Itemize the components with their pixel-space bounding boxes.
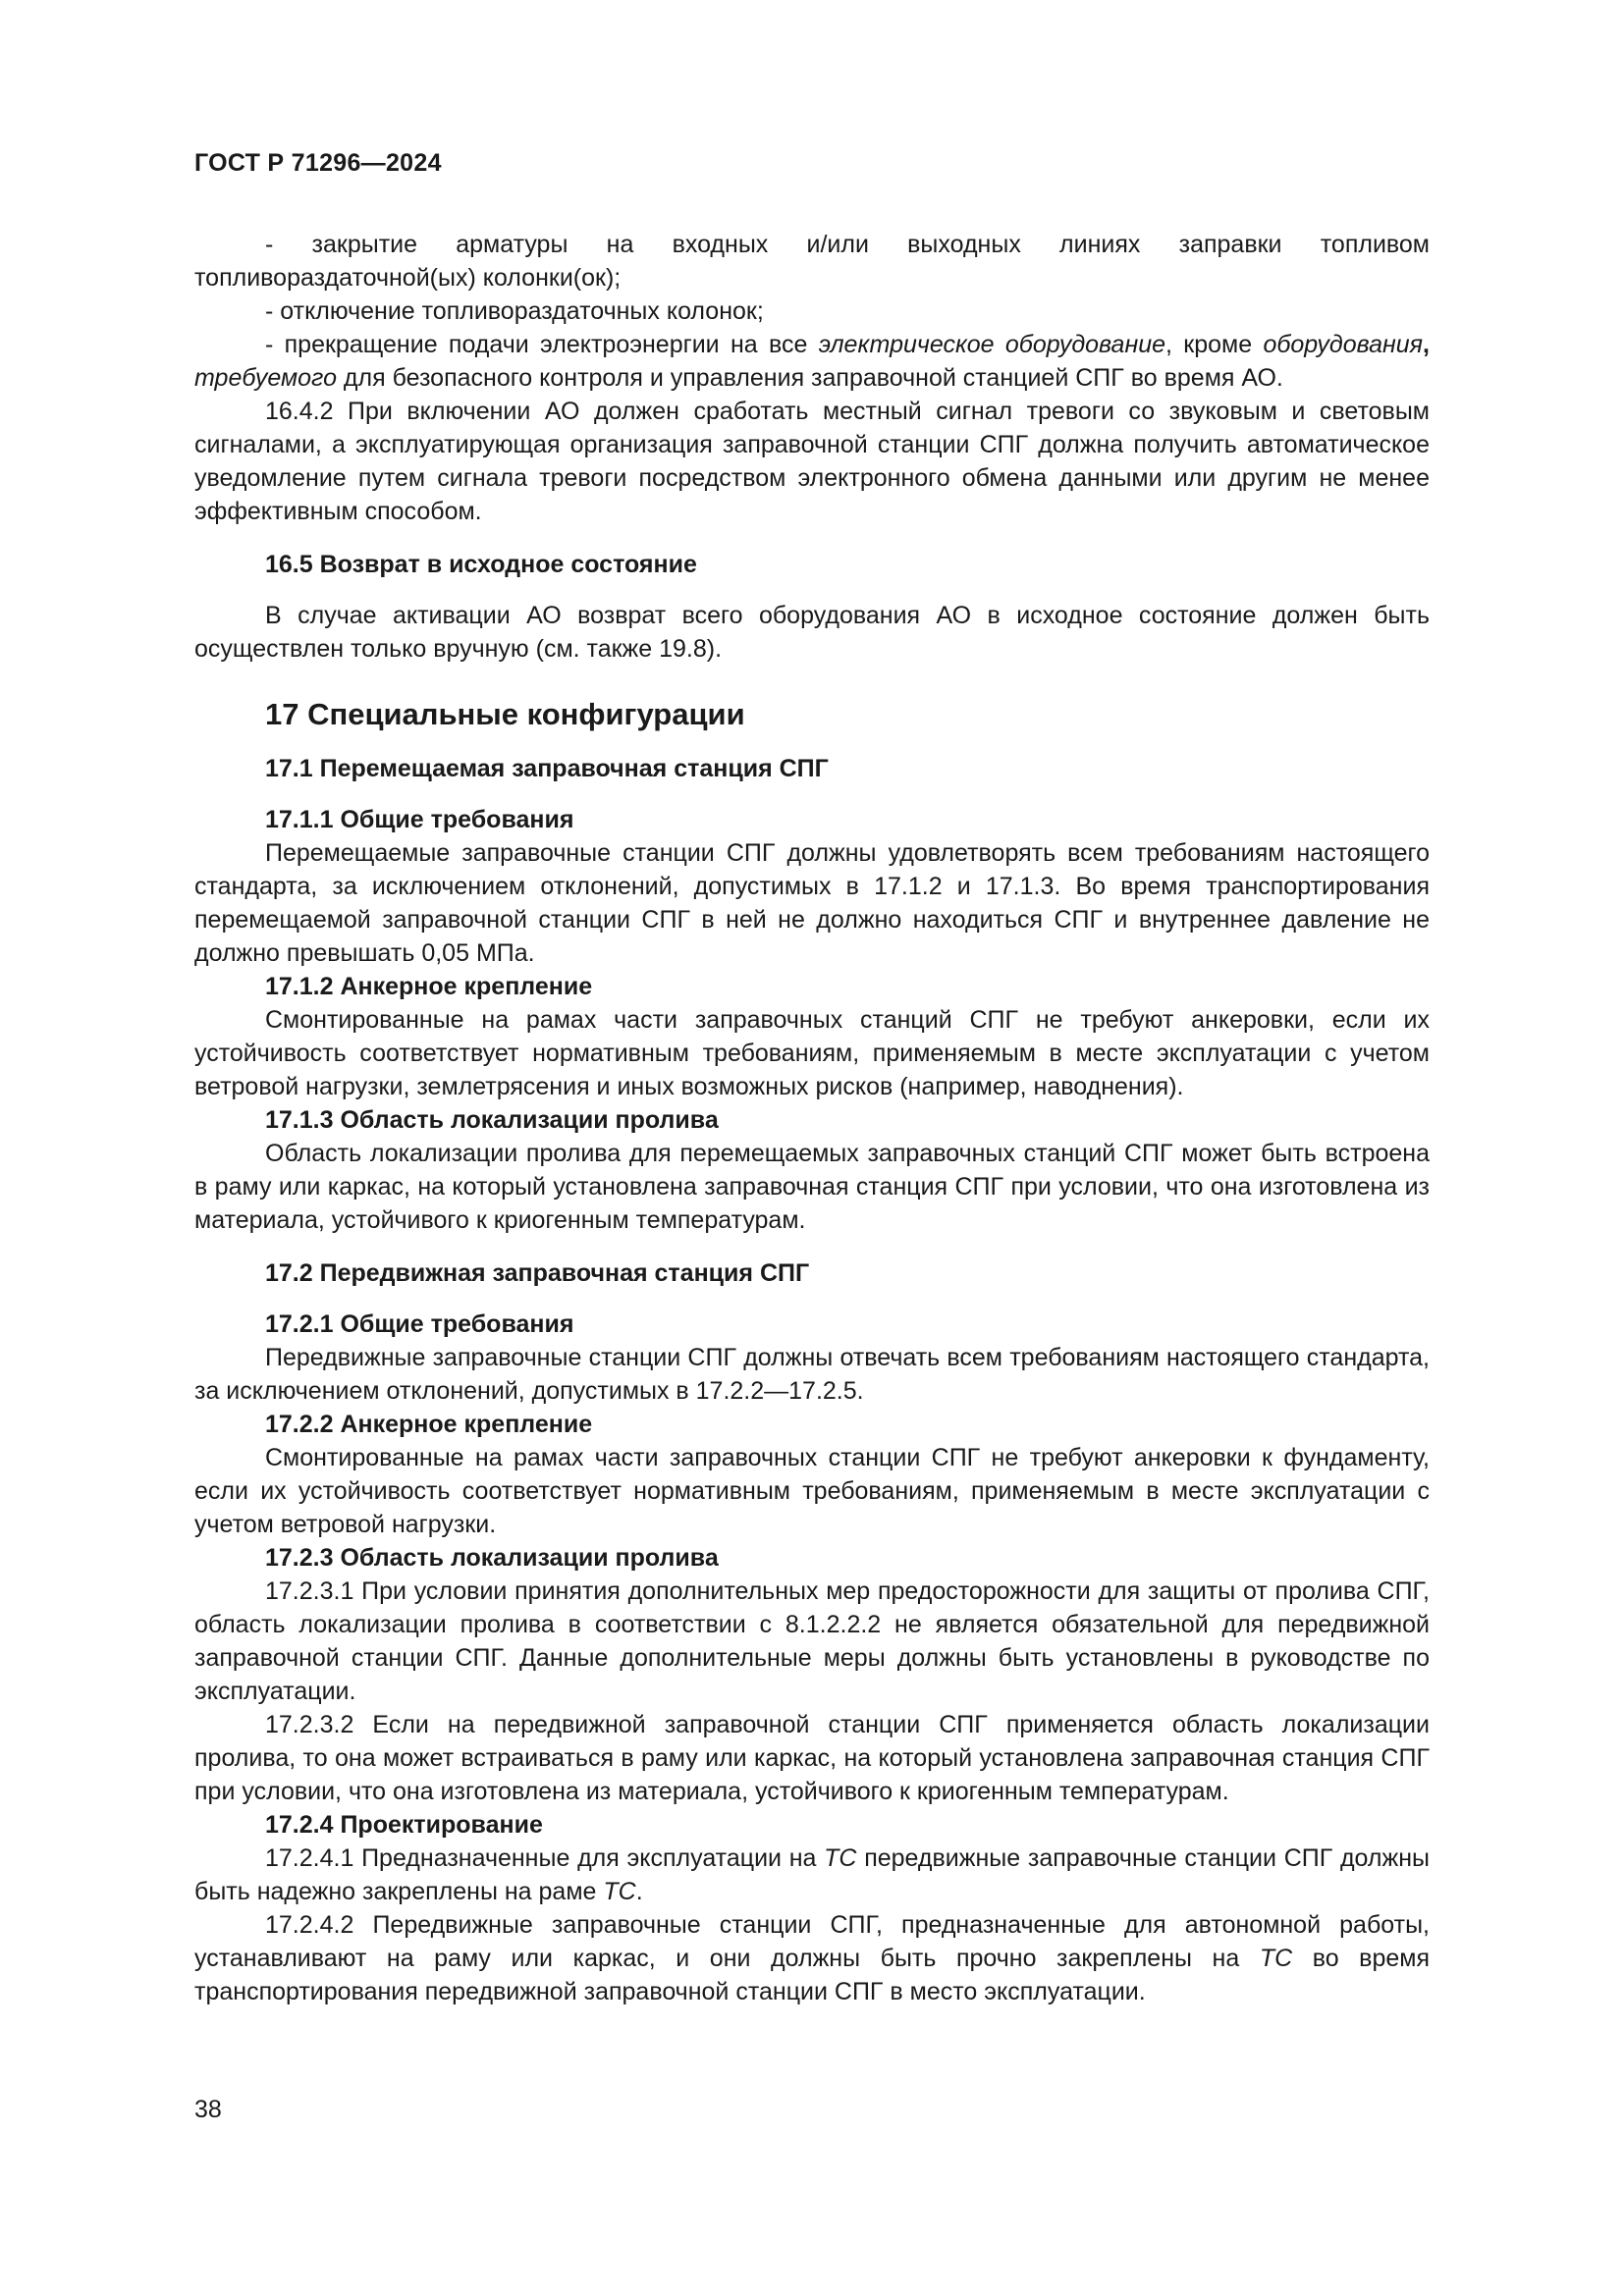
p17242-text-a: 17.2.4.2 Передвижные заправочные станции СПГ, предназначенные для автономной работы, устанавливают на раму или каркас, и они должны быть прочно закреплены на: [194, 1911, 1430, 1972]
paragraph-17-2-2: Смонтированные на рамах части заправочных станции СПГ не требуют анкеровки к фундаменту, если их устойчивость соответствует нормативным требованиям, применяемым в месте эксплуатации с учетом ветровой нагрузки.: [194, 1444, 1430, 1538]
p17241-text-a: 17.2.4.1 Предназначенные для эксплуатации на: [265, 1844, 825, 1872]
list-item-valves: - закрытие арматуры на входных и/или выходных линиях заправки топливом топливораздаточной(ых) колонки(ок);: [194, 231, 1430, 292]
paragraph-17-2-4-2: [194, 1908, 1430, 2008]
paragraph-17-2-4-1: [194, 1842, 1430, 1908]
power-text-c: , кроме: [1165, 331, 1264, 358]
heading-17: 17 Специальные конфигурации: [265, 697, 745, 731]
p17241-term-ts-2: ТС: [603, 1878, 636, 1905]
p17241-term-ts-1: ТС: [824, 1844, 857, 1872]
power-term-electrical: электрическое оборудование: [818, 331, 1166, 358]
heading-17-2: 17.2 Передвижная заправочная станция СПГ: [265, 1259, 810, 1287]
heading-17-2-4: 17.2.4 Проектирование: [265, 1811, 543, 1839]
heading-17-1: 17.1 Перемещаемая заправочная станция СПГ: [265, 755, 829, 782]
heading-17-2-3: 17.2.3 Область локализации пролива: [265, 1544, 719, 1572]
paragraph-17-2-3-2: 17.2.3.2 Если на передвижной заправочной станции СПГ применяется область локализации пролива, то она может встраиваться в раму или каркас, на который установлена заправочная станция СПГ при условии, что она изготовлена из материала, устойчивого к криогенным температурам.: [194, 1711, 1430, 1805]
paragraph-16-4-2: 16.4.2 При включении АО должен сработать местный сигнал тревоги со звуковым и световым сигналами, а эксплуатирующая организация заправочной станции СПГ должна получить автоматическое уведомление путем сигнала тревоги посредством электронного обмена данными или другим не менее эффективным способом.: [194, 398, 1430, 525]
paragraph-17-1-3: Область локализации пролива для перемещаемых заправочных станций СПГ может быть встроена в раму или каркас, на который установлена заправочная станция СПГ при условии, что она изготовлена из материала, устойчивого к криогенным температурам.: [194, 1140, 1430, 1234]
paragraph-17-1-2: Смонтированные на рамах части заправочных станций СПГ не требуют анкеровки, если их устойчивость соответствует нормативным требованиям, применяемым в месте эксплуатации с учетом ветровой нагрузки, землетрясения и иных возможных рисков (например, наводнения).: [194, 1006, 1430, 1100]
power-text-a: - прекращение подачи электроэнергии на все: [265, 331, 819, 358]
document-page: [194, 147, 1430, 2008]
power-term-required: требуемого: [194, 364, 337, 392]
list-item-dispensers: - отключение топливораздаточных колонок;: [265, 297, 764, 325]
paragraph-16-5: В случае активации АО возврат всего оборудования АО в исходное состояние должен быть осуществлен только вручную (см. также 19.8).: [194, 602, 1430, 663]
list-item-power: [194, 328, 1430, 395]
heading-17-2-1: 17.2.1 Общие требования: [265, 1310, 574, 1338]
heading-17-1-3: 17.1.3 Область локализации пролива: [265, 1106, 719, 1134]
p17242-text-c: во время транспортирования передвижной заправочной станции СПГ в место эксплуатации.: [194, 1945, 1430, 2005]
heading-16-5: 16.5 Возврат в исходное состояние: [265, 551, 697, 578]
power-term-equipment: оборудования: [1263, 331, 1424, 358]
paragraph-17-1-1: Перемещаемые заправочные станции СПГ должны удовлетворять всем требованиям настоящего стандарта, за исключением отклонений, допустимых в 17.1.2 и 17.1.3. Во время транспортирования перемещаемой заправочной станции СПГ в ней не должно находиться СПГ и внутреннее давление не должно превышать 0,05 МПа.: [194, 839, 1430, 967]
paragraph-17-2-1: Передвижные заправочные станции СПГ должны отвечать всем требованиям настоящего стандарта, за исключением отклонений, допустимых в 17.2.2—17.2.5.: [194, 1344, 1430, 1405]
heading-17-1-1: 17.1.1 Общие требования: [265, 806, 574, 833]
page-number: 38: [194, 2096, 222, 2123]
p17241-text-c: передвижные заправочные станции СПГ должны быть надежно закреплены на раме: [194, 1844, 1430, 1905]
p17241-text-e: .: [635, 1878, 643, 1905]
power-text-g: для безопасного контроля и управления заправочной станцией СПГ во время АО.: [336, 364, 1283, 392]
heading-17-1-2: 17.1.2 Анкерное крепление: [265, 973, 593, 1000]
p17242-term-ts: ТС: [1259, 1945, 1293, 1972]
heading-17-2-2: 17.2.2 Анкерное крепление: [265, 1411, 593, 1438]
document-header: ГОСТ Р 71296—2024: [194, 149, 442, 177]
paragraph-17-2-3-1: 17.2.3.1 При условии принятия дополнительных мер предосторожности для защиты от пролива СПГ, область локализации пролива в соответствии с 8.1.2.2.2 не является обязательной для передвижной заправочной станции СПГ. Данные дополнительные меры должны быть установлены в руководстве по эксплуатации.: [194, 1577, 1430, 1705]
power-text-e: ,: [1423, 331, 1430, 358]
